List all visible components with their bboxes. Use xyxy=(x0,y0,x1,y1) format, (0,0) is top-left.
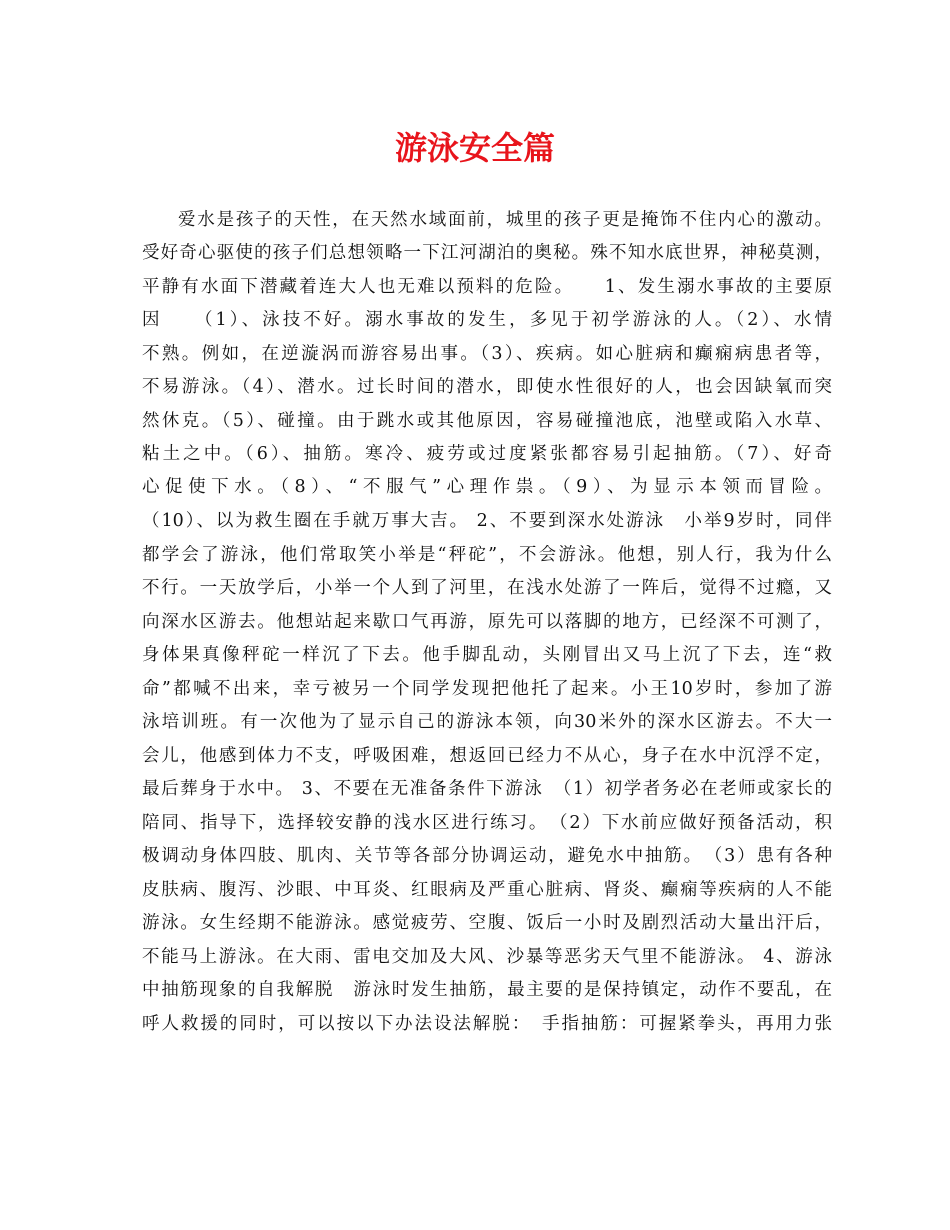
body-line: 中抽筋现象的自我解脱 游泳时发生抽筋，最主要的是保持镇定，动作不要乱，在 xyxy=(142,980,832,1000)
body-line: 泳培训班。有一次他为了显示自己的游泳本领，向30米外的深水区游去。不大一 xyxy=(142,712,832,732)
body-line: 向深水区游去。他想站起来歇口气再游，原先可以落脚的地方，已经深不可测了， xyxy=(142,612,832,632)
body-line: 爱水是孩子的天性，在天然水域面前，城里的孩子更是掩饰不住内心的激动。 xyxy=(178,210,832,230)
body-line: 游泳。女生经期不能游泳。感觉疲劳、空腹、饭后一小时及剧烈活动大量出汗后， xyxy=(142,913,832,933)
body-line: 不行。一天放学后，小举一个人到了河里，在浅水处游了一阵后，觉得不过瘾，又 xyxy=(142,578,832,598)
body-line: 身体果真像秤砣一样沉了下去。他手脚乱动，头刚冒出又马上沉了下去，连“救 xyxy=(142,645,832,665)
body-line: 然休克。（5）、碰撞。由于跳水或其他原因，容易碰撞池底，池壁或陷入水草、 xyxy=(142,411,832,431)
body-line: 最后葬身于水中。 3、不要在无准备条件下游泳 （1）初学者务必在老师或家长的 xyxy=(142,779,832,799)
body-line: 受好奇心驱使的孩子们总想领略一下江河湖泊的奥秘。殊不知水底世界，神秘莫测， xyxy=(142,243,832,263)
body-line: 都学会了游泳，他们常取笑小举是“秤砣”，不会游泳。他想，别人行，我为什么 xyxy=(142,545,832,565)
body-line: 会儿，他感到体力不支，呼吸困难，想返回已经力不从心，身子在水中沉浮不定， xyxy=(142,746,832,766)
body-line: （10）、以为救生圈在手就万事大吉。 2、不要到深水处游泳 小举9岁时，同伴 xyxy=(142,511,832,531)
body-line: 命”都喊不出来，幸亏被另一个同学发现把他托了起来。小王10岁时，参加了游 xyxy=(142,679,832,699)
body-line: 不熟。例如，在逆漩涡而游容易出事。（3）、疾病。如心脏病和癫痫病患者等， xyxy=(142,344,832,364)
document-title: 游泳安全篇 xyxy=(394,129,555,167)
body-line: 皮肤病、腹泻、沙眼、中耳炎、红眼病及严重心脏病、肾炎、癫痫等疾病的人不能 xyxy=(142,880,832,900)
body-line: 粘土之中。（6）、抽筋。寒冷、疲劳或过度紧张都容易引起抽筋。（7）、好奇 xyxy=(142,444,832,464)
body-line: 呼人救援的同时，可以按以下办法设法解脱： 手指抽筋：可握紧拳头，再用力张 xyxy=(142,1014,832,1034)
body-line: 极调动身体四肢、肌肉、关节等各部分协调运动，避免水中抽筋。 （3）患有各种 xyxy=(142,846,832,866)
body-line: 平静有水面下潜藏着连大人也无难以预料的危险。 1、发生溺水事故的主要原 xyxy=(142,277,832,297)
body-line: 不易游泳。（4）、潜水。过长时间的潜水，即使水性很好的人，也会因缺氧而突 xyxy=(142,377,832,397)
body-line: 陪同、指导下，选择较安静的浅水区进行练习。 （2）下水前应做好预备活动，积 xyxy=(142,813,832,833)
body-line: 心促使下水。（8）、“不服气”心理作祟。（9）、为显示本领而冒险。 xyxy=(142,477,832,497)
body-line: 不能马上游泳。在大雨、雷电交加及大风、沙暴等恶劣天气里不能游泳。 4、游泳 xyxy=(142,947,832,967)
body-line: 因 （1）、泳技不好。溺水事故的发生，多见于初学游泳的人。（2）、水情 xyxy=(142,310,832,330)
